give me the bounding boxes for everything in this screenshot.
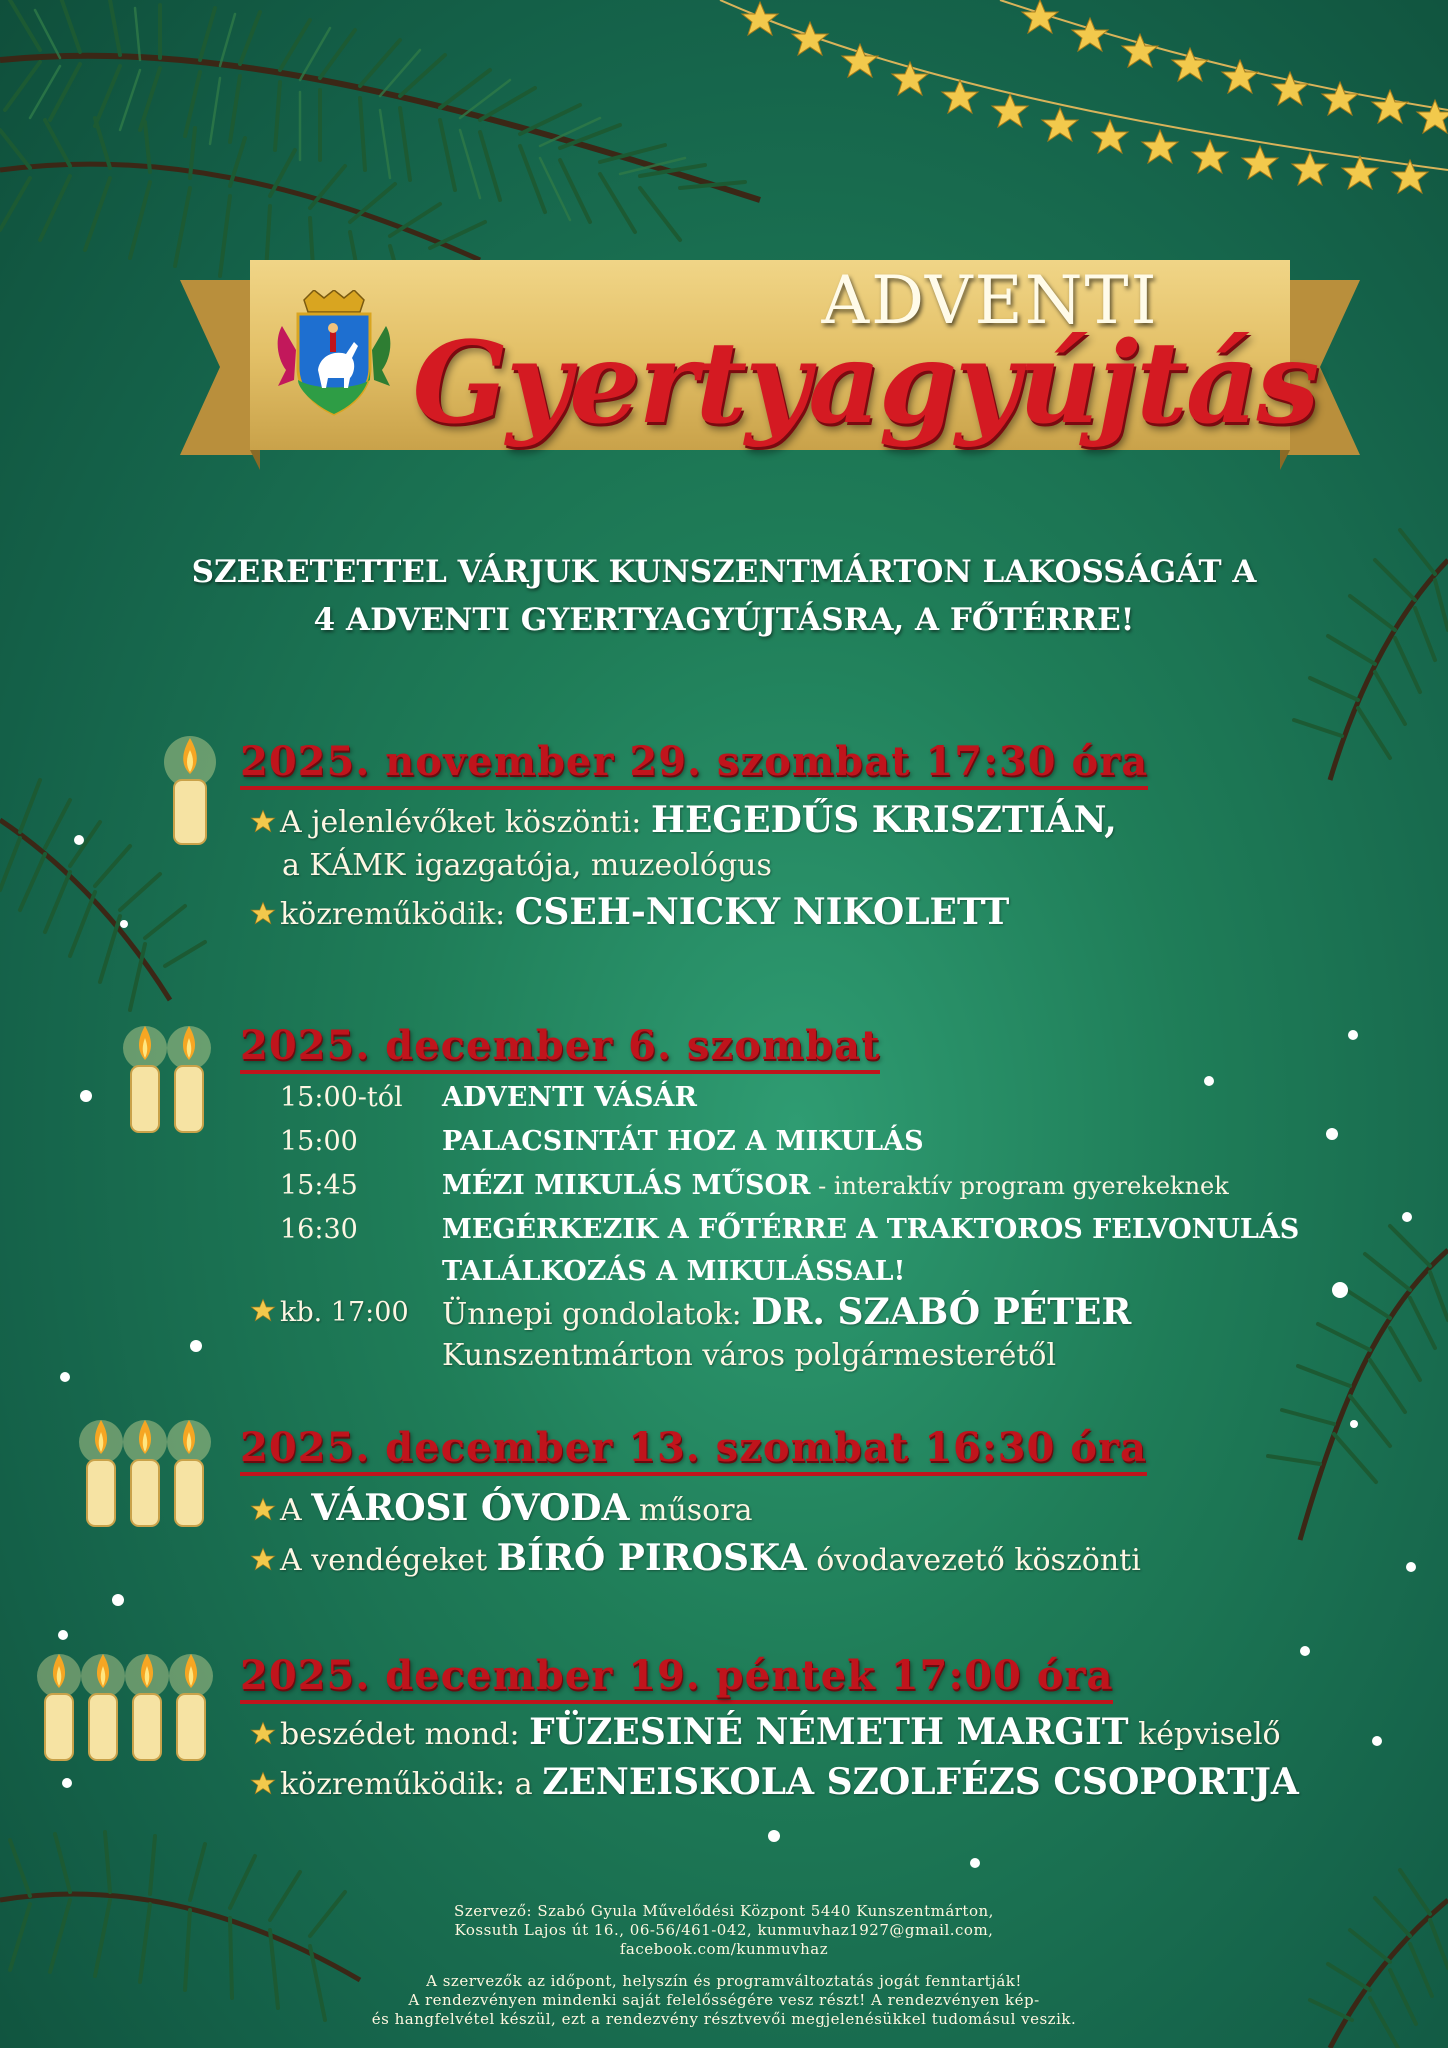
schedule-item [442, 1254, 905, 1290]
three-candles-icon [76, 1412, 216, 1532]
organizer-line-1: Szervező: Szabó Gyula Művelődési Központ 5440 Kunszentmárton, [454, 1902, 994, 1920]
event-3-line-1-name: VÁROSI ÓVODA [311, 1487, 630, 1529]
snow-dot [1372, 1736, 1382, 1746]
snow-dot [1204, 1076, 1214, 1086]
coat-of-arms-logo [274, 290, 394, 416]
event-1-line-1-prefix: A jelenlévőket köszönti: [280, 805, 651, 840]
event-3-line-2-suffix: óvodavezető köszönti [806, 1543, 1141, 1578]
one-candle-icon [150, 730, 230, 850]
event-4-date: 2025. december 19. péntek 17:00 óra [240, 1652, 1113, 1704]
snow-dot [1406, 1562, 1416, 1572]
snow-dot [1332, 1282, 1348, 1298]
snow-dot [74, 835, 84, 845]
star-garland [700, 0, 1448, 260]
snow-dot [1402, 1212, 1412, 1222]
star-bullet-icon [250, 1721, 276, 1747]
title-adventi: ADVENTI [821, 262, 1159, 339]
schedule-time: 16:30 [280, 1214, 358, 1245]
snow-dot [80, 1090, 92, 1102]
event-3-line-1-prefix: A [280, 1493, 312, 1528]
disclaimer-line-2: A rendezvényen mindenki saját felelősségére vesz részt! A rendezvényen kép- [408, 1991, 1040, 2009]
intro-line-2: 4 ADVENTI GYERTYAGYÚJTÁSRA, A FŐTÉRRE! [313, 602, 1135, 638]
event-2-closing-time: kb. 17:00 [280, 1297, 409, 1328]
event-1-line-3-prefix: közreműködik: [280, 897, 515, 932]
disclaimer-line-1: A szervezők az időpont, helyszín és programváltoztatás jogát fenntartják! [426, 1972, 1022, 1990]
event-4-line-2-prefix: közreműködik: a [280, 1767, 543, 1802]
schedule-item-text: TALÁLKOZÁS A MIKULÁSSAL! [442, 1256, 906, 1287]
schedule-time: 15:45 [280, 1170, 358, 1201]
event-2-closing-line-2 [442, 1336, 1056, 1376]
event-3-date: 2025. december 13. szombat 16:30 óra [240, 1424, 1147, 1476]
star-bullet-icon [250, 1298, 276, 1324]
event-2-closing-subtitle: Kunszentmárton város polgármesterétől [442, 1338, 1057, 1373]
intro-line-1: SZERETETTEL VÁRJUK KUNSZENTMÁRTON LAKOSSÁGÁT A [191, 554, 1257, 590]
snow-dot [58, 1630, 68, 1640]
event-1-line-3 [250, 892, 1009, 935]
schedule-item-subtext: - interaktív program gyerekeknek [810, 1172, 1229, 1200]
organizer-line-2: Kossuth Lajos út 16., 06-56/461-042, kunmuvhaz1927@gmail.com, [454, 1921, 994, 1939]
event-4-line-2 [250, 1762, 1299, 1805]
snow-dot [62, 1778, 72, 1788]
schedule-time: 15:00-tól [280, 1082, 403, 1113]
snow-dot [768, 1830, 780, 1842]
disclaimer-line-3: és hangfelvétel készül, ezt a rendezvény résztvevői megjelenésükkel tudomásul veszik. [371, 2010, 1077, 2028]
event-1-date: 2025. november 29. szombat 17:30 óra [240, 738, 1148, 790]
schedule-item-text: PALACSINTÁT HOZ A MIKULÁS [442, 1126, 924, 1157]
snow-dot [112, 1594, 124, 1606]
event-3-line-1-suffix: műsora [629, 1493, 753, 1528]
organizer-line-3: facebook.com/kunmuvhaz [619, 1940, 829, 1958]
event-4-line-1-name: FÜZESINÉ NÉMETH MARGIT [529, 1711, 1129, 1753]
schedule-item-text: MÉZI MIKULÁS MŰSOR [442, 1170, 811, 1201]
event-3-line-2-name: BÍRÓ PIROSKA [496, 1537, 807, 1579]
event-4-line-1 [250, 1712, 1281, 1755]
schedule-time: 15:00 [280, 1126, 358, 1157]
snow-dot [60, 1372, 70, 1382]
event-1-line-1 [250, 800, 1117, 843]
schedule-item [442, 1168, 1229, 1204]
event-3-line-1 [250, 1488, 752, 1531]
schedule-item [442, 1080, 697, 1116]
snow-dot [190, 1340, 202, 1352]
event-1-line-2-text: a KÁMK igazgatója, muzeológus [282, 848, 772, 883]
schedule-item-text: ADVENTI VÁSÁR [442, 1082, 697, 1113]
pine-branch-bottom-right [1280, 1840, 1448, 2048]
four-candles-icon [34, 1646, 216, 1766]
event-2-date: 2025. december 6. szombat [240, 1022, 880, 1074]
event-2-closing [250, 1292, 409, 1333]
snow-dot [1348, 1030, 1358, 1040]
event-4-line-1-suffix: képviselő [1128, 1717, 1281, 1752]
snow-dot [1300, 1646, 1310, 1656]
star-bullet-icon [250, 901, 276, 927]
star-bullet-icon [250, 1771, 276, 1797]
event-2-closing-prefix: Ünnepi gondolatok: [442, 1297, 752, 1332]
event-4-line-2-name: ZENEISKOLA SZOLFÉZS CSOPORTJA [542, 1761, 1299, 1803]
event-1-line-2 [282, 846, 772, 886]
schedule-item-text: MEGÉRKEZIK A FŐTÉRRE A TRAKTOROS FELVONULÁS [442, 1214, 1300, 1245]
snow-dot [1350, 1420, 1358, 1428]
schedule-item [442, 1124, 924, 1160]
event-3-line-2 [250, 1538, 1141, 1581]
title-gyertyagyujtas: Gyertyagyújtás [412, 318, 1318, 449]
pine-branch-right-middle [1190, 1220, 1448, 1560]
event-3-line-2-prefix: A vendégeket [280, 1543, 497, 1578]
schedule-item [442, 1212, 1299, 1248]
event-2-closing-name: DR. SZABÓ PÉTER [751, 1291, 1132, 1333]
two-candles-icon [120, 1018, 220, 1138]
snow-dot [970, 1858, 980, 1868]
intro-text [100, 548, 1348, 644]
star-bullet-icon [250, 1497, 276, 1523]
organizer-info [200, 1902, 1248, 1959]
star-bullet-icon [250, 809, 276, 835]
snow-dot [1326, 1128, 1338, 1140]
event-2-closing-text [442, 1292, 1131, 1335]
event-4-line-1-prefix: beszédet mond: [280, 1717, 530, 1752]
star-bullet-icon [250, 1547, 276, 1573]
event-1-line-3-name: CSEH-NICKY NIKOLETT [514, 891, 1010, 933]
snow-dot [120, 920, 128, 928]
disclaimer [200, 1972, 1248, 2029]
event-1-line-1-name: HEGEDŰS KRISZTIÁN, [650, 799, 1117, 841]
